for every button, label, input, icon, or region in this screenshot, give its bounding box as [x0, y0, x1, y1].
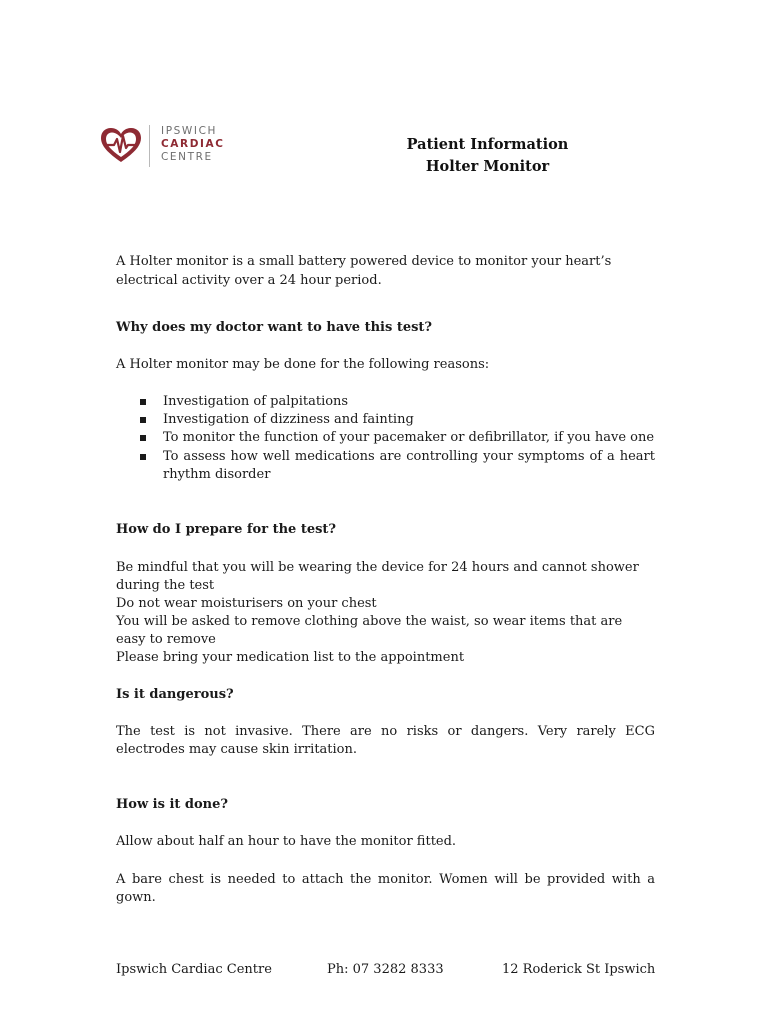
- heading-danger: Is it dangerous?: [116, 687, 234, 702]
- heading-why: Why does my doctor want to have this test?: [116, 320, 433, 335]
- title-line-2: Holter Monitor: [425, 158, 550, 175]
- footer-address: 12 Roderick St Ipswich: [502, 962, 656, 977]
- footer-phone: Ph: 07 3282 8333: [327, 962, 444, 977]
- prepare-item-1: Be mindful that you will be wearing the device for 24 hours and cannot shower during the test: [116, 560, 639, 593]
- prepare-item-3: You will be asked to remove clothing above the waist, so wear items that are easy to remove: [116, 614, 623, 647]
- intro-line-1: A Holter monitor is a small battery powered device to monitor your heart’s: [116, 254, 612, 269]
- intro-line-2: electrical activity over a 24 hour period.: [116, 272, 382, 288]
- how-paragraph-2: A bare chest is needed to attach the monitor. Women will be provided with a gown.: [116, 872, 655, 905]
- logo-wordmark: [161, 125, 225, 164]
- bullet-marker: [140, 399, 146, 405]
- page-title: [345, 134, 630, 178]
- how-paragraph-1: Allow about half an hour to have the monitor fitted.: [116, 834, 457, 849]
- title-line-1: Patient Information: [406, 136, 569, 153]
- list-item-text: To monitor the function of your pacemaker or defibrillator, if you have one: [163, 430, 655, 446]
- heading-how: How is it done?: [116, 797, 229, 812]
- list-item: [116, 429, 655, 447]
- bullet-marker: [140, 417, 146, 423]
- bullet-marker: [140, 454, 146, 460]
- logo-line-1: IPSWICH: [161, 125, 217, 137]
- footer-org: Ipswich Cardiac Centre: [116, 962, 272, 977]
- heart-ecg-icon: [100, 127, 142, 165]
- prepare-item-2: Do not wear moisturisers on your chest: [116, 596, 377, 611]
- why-lead: A Holter monitor may be done for the following reasons:: [116, 357, 490, 372]
- list-item-text: Investigation of dizziness and fainting: [163, 412, 414, 428]
- bullet-marker: [140, 435, 146, 441]
- list-item-text: To assess how well medications are controlling your symptoms of a heart rhythm disorder: [163, 448, 655, 482]
- heading-prepare: How do I prepare for the test?: [116, 522, 337, 537]
- list-item: [116, 448, 655, 484]
- logo-divider: [149, 125, 150, 167]
- list-item: [116, 411, 655, 429]
- clinic-logo: [100, 123, 230, 169]
- prepare-paragraphs: [116, 559, 655, 667]
- prepare-item-4: Please bring your medication list to the appointment: [116, 650, 465, 665]
- list-item-text: Investigation of palpitations: [163, 394, 349, 409]
- logo-line-3: CENTRE: [161, 151, 213, 163]
- logo-line-2: CARDIAC: [161, 138, 225, 150]
- list-item: [116, 393, 655, 411]
- danger-paragraph: The test is not invasive. There are no risks or dangers. Very rarely ECG electrodes may cause skin irritation.: [116, 724, 655, 757]
- reasons-list: [116, 393, 655, 484]
- intro-paragraph: [116, 253, 655, 290]
